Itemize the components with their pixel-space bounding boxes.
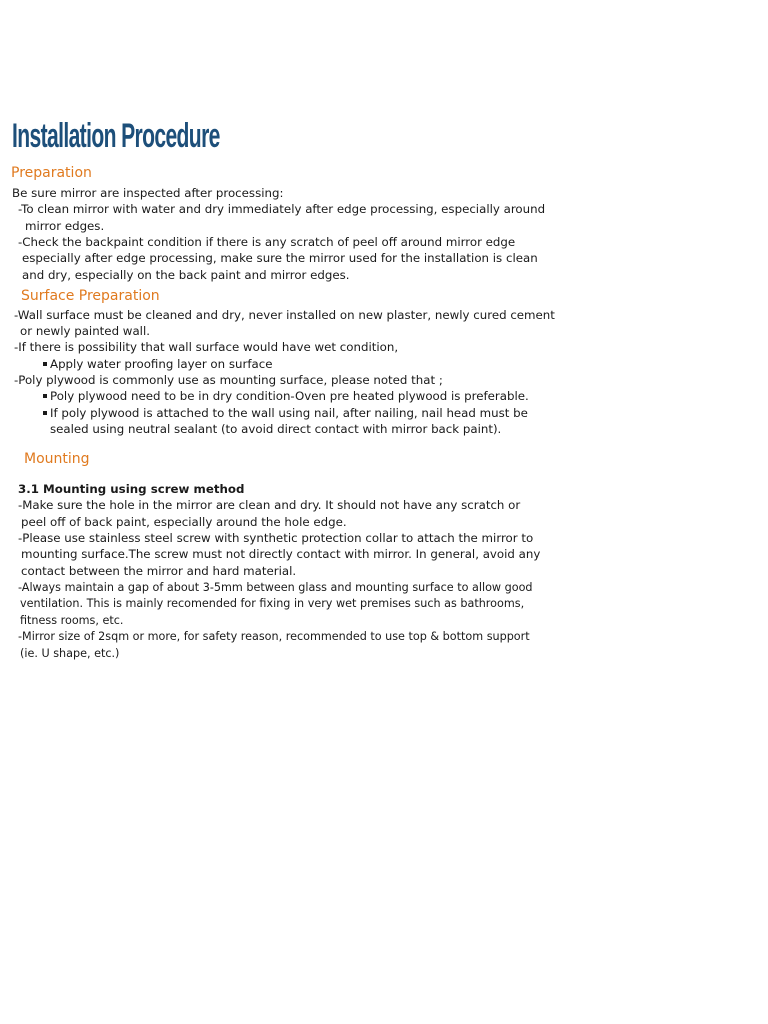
surface-bullet-item <box>43 405 528 421</box>
mounting-line: (ie. U shape, etc.) <box>20 647 120 660</box>
bullet-icon <box>43 394 47 398</box>
mounting-line: -Make sure the hole in the mirror are clean and dry. It should not have any scratch or <box>18 498 521 512</box>
page-title: Installation Procedure <box>12 117 220 155</box>
bullet-icon <box>43 411 47 415</box>
preparation-line: -Check the backpaint condition if there is any scratch of peel off around mirror edge <box>18 235 516 249</box>
mounting-heading: Mounting <box>24 451 90 467</box>
mounting-line: -Always maintain a gap of about 3-5mm between glass and mounting surface to allow good <box>18 581 533 594</box>
surface-line: or newly painted wall. <box>20 324 150 338</box>
mounting-line: contact between the mirror and hard material. <box>21 564 297 578</box>
bullet-text: Apply water proofing layer on surface <box>50 357 273 371</box>
surface-line: -Wall surface must be cleaned and dry, never installed on new plaster, newly cured cement <box>14 308 555 322</box>
mounting-line: -Please use stainless steel screw with synthetic protection collar to attach the mirror to <box>18 531 534 545</box>
surface-preparation-heading: Surface Preparation <box>21 288 160 304</box>
surface-bullet-item <box>43 356 272 372</box>
surface-line: -Poly plywood is commonly use as mounting surface, please noted that ; <box>14 373 443 387</box>
surface-bullet-item <box>43 388 529 404</box>
preparation-line: and dry, especially on the back paint and mirror edges. <box>22 268 350 282</box>
bullet-icon <box>43 362 47 366</box>
mounting-line: mounting surface.The screw must not directly contact with mirror. In general, avoid any <box>21 547 541 561</box>
mounting-subheading: 3.1 Mounting using screw method <box>18 482 245 496</box>
bullet-text: Poly plywood need to be in dry condition-Oven pre heated plywood is preferable. <box>50 389 529 403</box>
bullet-text: If poly plywood is attached to the wall using nail, after nailing, nail head must be <box>50 406 528 420</box>
preparation-heading: Preparation <box>11 165 92 181</box>
surface-line: -If there is possibility that wall surface would have wet condition, <box>14 340 399 354</box>
mounting-line: ventilation. This is mainly recomended for fixing in very wet premises such as bathrooms, <box>20 597 525 610</box>
mounting-line: fitness rooms, etc. <box>20 614 124 627</box>
preparation-line: especially after edge processing, make sure the mirror used for the installation is clean <box>22 251 538 265</box>
mounting-line: peel off of back paint, especially around the hole edge. <box>21 515 347 529</box>
preparation-line: mirror edges. <box>25 219 105 233</box>
mounting-line: -Mirror size of 2sqm or more, for safety reason, recommended to use top & bottom support <box>18 630 530 643</box>
surface-line: sealed using neutral sealant (to avoid direct contact with mirror back paint). <box>50 422 502 436</box>
preparation-line: Be sure mirror are inspected after processing: <box>12 186 284 200</box>
preparation-line: -To clean mirror with water and dry immediately after edge processing, especially around <box>18 202 546 216</box>
